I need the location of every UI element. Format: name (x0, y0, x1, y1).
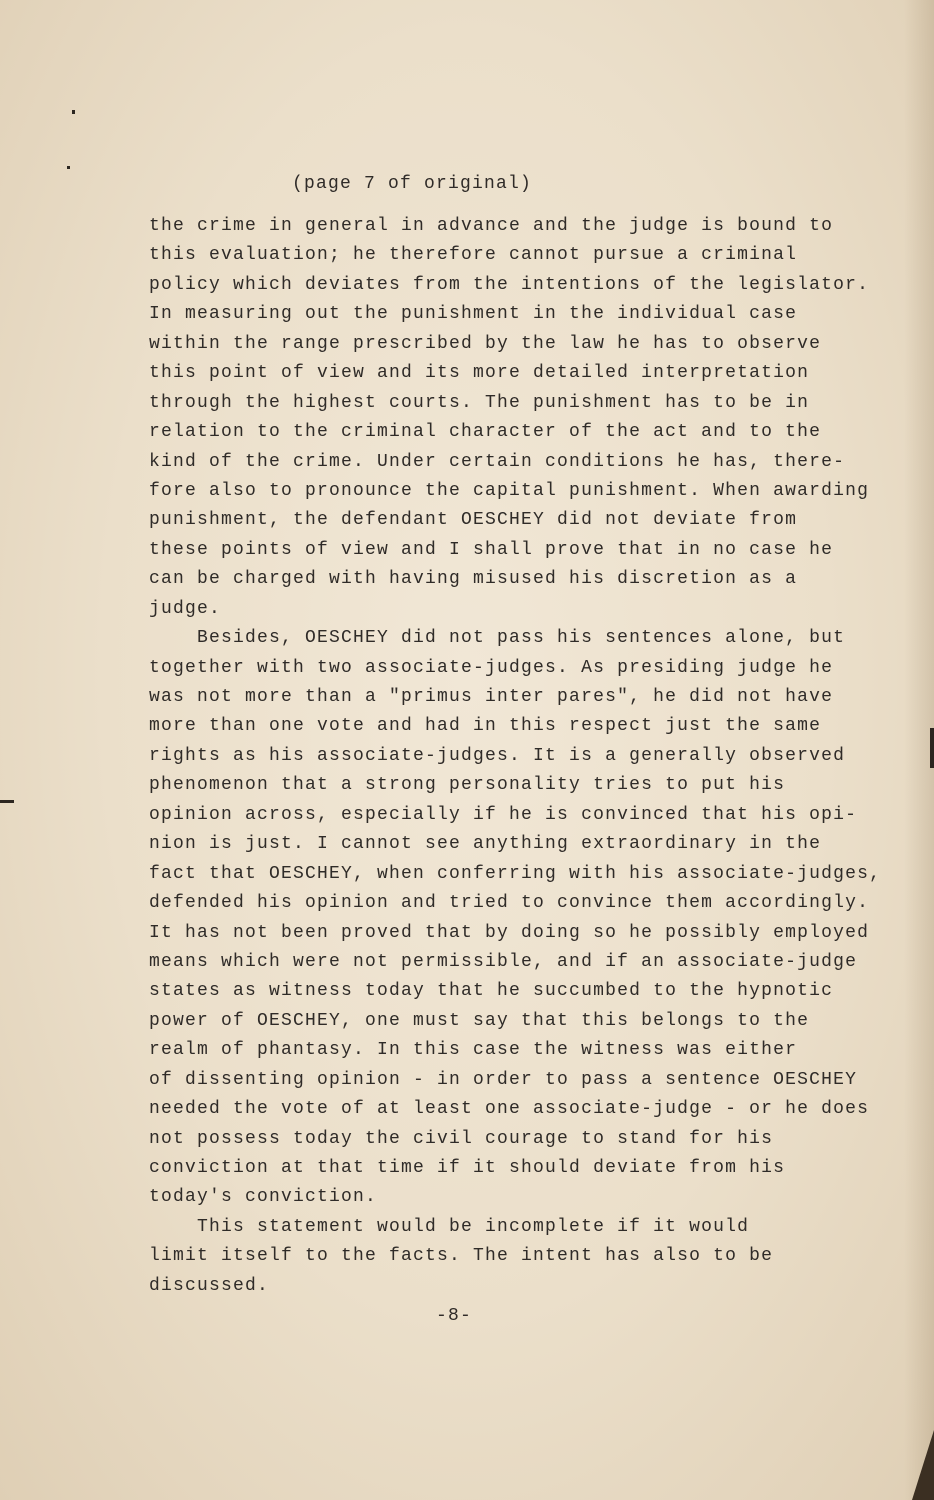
page-number: -8- (436, 1306, 473, 1326)
text-line: opinion across, especially if he is convinced that his opi- (149, 804, 858, 825)
text-line: these points of view and I shall prove that in no case he (149, 539, 834, 560)
text-line: realm of phantasy. In this case the witness was either (149, 1040, 798, 1061)
text-line: This statement would be incomplete if it would (149, 1216, 750, 1237)
text-line: fore also to pronounce the capital punishment. When awarding (149, 480, 870, 501)
text-line: discussed. (149, 1275, 270, 1296)
text-line: this point of view and its more detailed interpretation (149, 363, 810, 384)
text-line: judge. (149, 598, 222, 619)
text-line: today's conviction. (149, 1187, 378, 1208)
text-line: can be charged with having misused his discretion as a (149, 569, 798, 590)
text-line: within the range prescribed by the law he has to observe (149, 333, 822, 354)
text-line: nion is just. I cannot see anything extraordinary in the (149, 834, 822, 855)
text-line: punishment, the defendant OESCHEY did not deviate from (149, 510, 798, 531)
text-line: together with two associate-judges. As presiding judge he (149, 657, 834, 678)
text-line: through the highest courts. The punishment has to be in (149, 392, 810, 413)
text-line: more than one vote and had in this respect just the same (149, 716, 822, 737)
text-line: needed the vote of at least one associate-judge - or he does (149, 1099, 870, 1120)
text-line: In measuring out the punishment in the individual case (149, 304, 798, 325)
text-line: fact that OESCHEY, when conferring with his associate-judges, (149, 863, 882, 884)
text-line: defended his opinion and tried to convince them accordingly. (149, 893, 870, 914)
text-line: states as witness today that he succumbed to the hypnotic (149, 981, 834, 1002)
right-edge-mark (930, 728, 934, 768)
text-line: It has not been proved that by doing so he possibly employed (149, 922, 870, 943)
text-line: policy which deviates from the intentions of the legislator. (149, 274, 870, 295)
page-header: (page 7 of original) (292, 174, 533, 194)
text-line: limit itself to the facts. The intent has also to be (149, 1246, 774, 1267)
speck-left (67, 166, 70, 169)
text-line: Besides, OESCHEY did not pass his sentences alone, but (149, 628, 846, 649)
text-line: relation to the criminal character of the act and to the (149, 422, 822, 443)
body-text (149, 212, 889, 1301)
text-line: power of OESCHEY, one must say that this belongs to the (149, 1010, 810, 1031)
text-line: this evaluation; he therefore cannot pursue a criminal (149, 245, 798, 266)
text-line: means which were not permissible, and if an associate-judge (149, 951, 858, 972)
text-line: phenomenon that a strong personality tries to put his (149, 775, 786, 796)
torn-corner (912, 1430, 934, 1500)
text-line: of dissenting opinion - in order to pass a sentence OESCHEY (149, 1069, 858, 1090)
text-line: was not more than a "primus inter pares", he did not have (149, 687, 834, 707)
text-line: conviction at that time if it should deviate from his (149, 1158, 786, 1178)
text-line: the crime in general in advance and the judge is bound to (149, 216, 834, 236)
speck-top (72, 110, 75, 114)
left-edge-mark (0, 800, 14, 803)
text-line: rights as his associate-judges. It is a generally observed (149, 745, 846, 766)
text-line: not possess today the civil courage to stand for his (149, 1128, 774, 1149)
text-line: kind of the crime. Under certain conditions he has, there- (149, 451, 846, 472)
